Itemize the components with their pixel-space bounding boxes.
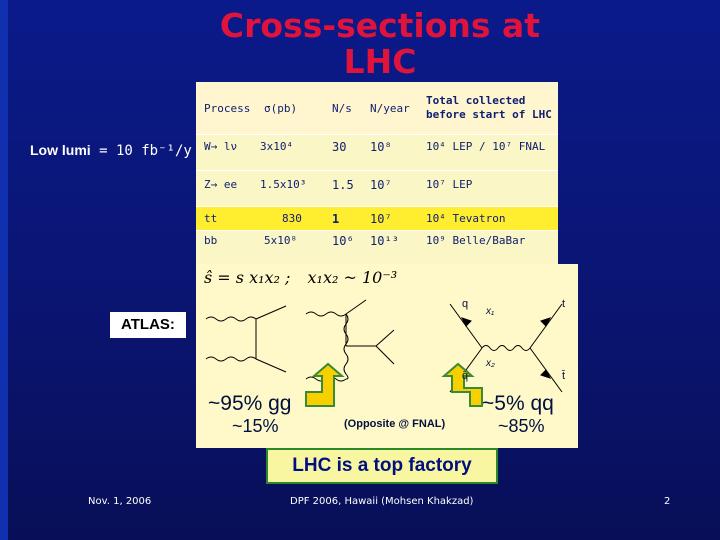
qq-fraction: ~5% qq [482, 392, 554, 415]
row4-sigma: 5x10⁸ [264, 234, 298, 247]
footer-page-number: 2 [664, 496, 671, 507]
slide-title-line2: LHC [343, 42, 417, 81]
row3-total: 10⁴ Tevatron [426, 212, 506, 225]
opposite-note: (Opposite @ FNAL) [344, 418, 446, 430]
row1-nyear: 10⁸ [370, 140, 392, 154]
row-divider [196, 170, 558, 171]
row1-sigma: 3x10⁴ [260, 140, 294, 153]
header-sigma: σ(pb) [264, 102, 298, 115]
row1-ns: 30 [332, 140, 347, 154]
header-total: Total collected before start of LHC [426, 94, 552, 121]
antitop-label: t̄ [562, 370, 566, 382]
row-divider [196, 206, 558, 207]
left-accent-bar [0, 0, 8, 540]
formula [204, 268, 397, 287]
row1-process: W→ lν [204, 140, 238, 153]
row2-nyear: 10⁷ [370, 178, 392, 192]
formula-left: ŝ = s x₁x₂ ; [204, 268, 291, 287]
footer-date: Nov. 1, 2006 [88, 496, 152, 507]
row3-nyear: 10⁷ [370, 212, 392, 226]
header-nyear: N/year [370, 102, 410, 115]
arrow-left-icon [306, 364, 342, 406]
qq-fnal-fraction: ~85% [498, 416, 545, 436]
row2-total: 10⁷ LEP [426, 178, 473, 191]
row1-total: 10⁴ LEP / 10⁷ FNAL [426, 140, 546, 153]
row4-ns: 10⁶ [332, 234, 354, 248]
row3-process: tt [204, 212, 218, 225]
cross-section-table [196, 82, 558, 274]
x2-label: x₂ [486, 358, 495, 369]
row2-process: Z→ ee [204, 178, 238, 191]
row2-sigma: 1.5x10³ [260, 178, 307, 191]
lumi-value: = 10 fb⁻¹/y [90, 143, 192, 159]
luminosity-note [30, 142, 192, 159]
gg-diagram-2 [306, 300, 394, 381]
row-divider [196, 134, 558, 135]
row3-ns: 1 [332, 212, 340, 226]
row2-ns: 1.5 [332, 178, 354, 192]
lumi-label: Low lumi [30, 142, 91, 158]
row4-total: 10⁹ Belle/BaBar [426, 234, 526, 247]
quark-label: q [462, 298, 469, 310]
x1-label: x₁ [486, 306, 495, 317]
row4-process: bb [204, 234, 218, 247]
gg-diagram-1 [206, 306, 286, 372]
antiquark-label: q̄ [462, 370, 469, 382]
top-label: t [562, 298, 566, 310]
gg-fnal-fraction: ~15% [232, 416, 279, 436]
slide-title-line1: Cross-sections at [219, 6, 541, 45]
top-factory-banner: LHC is a top factory [266, 448, 498, 484]
row4-nyear: 10¹³ [370, 234, 399, 248]
formula-right: x₁x₂ ~ 10⁻³ [307, 268, 398, 287]
row-divider [196, 230, 558, 231]
header-ns: N/s [332, 102, 352, 115]
gg-fraction: ~95% gg [208, 392, 292, 415]
footer-center: DPF 2006, Hawaii (Mohsen Khakzad) [290, 496, 474, 507]
header-process: Process [204, 102, 251, 115]
row3-sigma: 830 [282, 212, 302, 225]
atlas-label: ATLAS: [110, 312, 186, 338]
